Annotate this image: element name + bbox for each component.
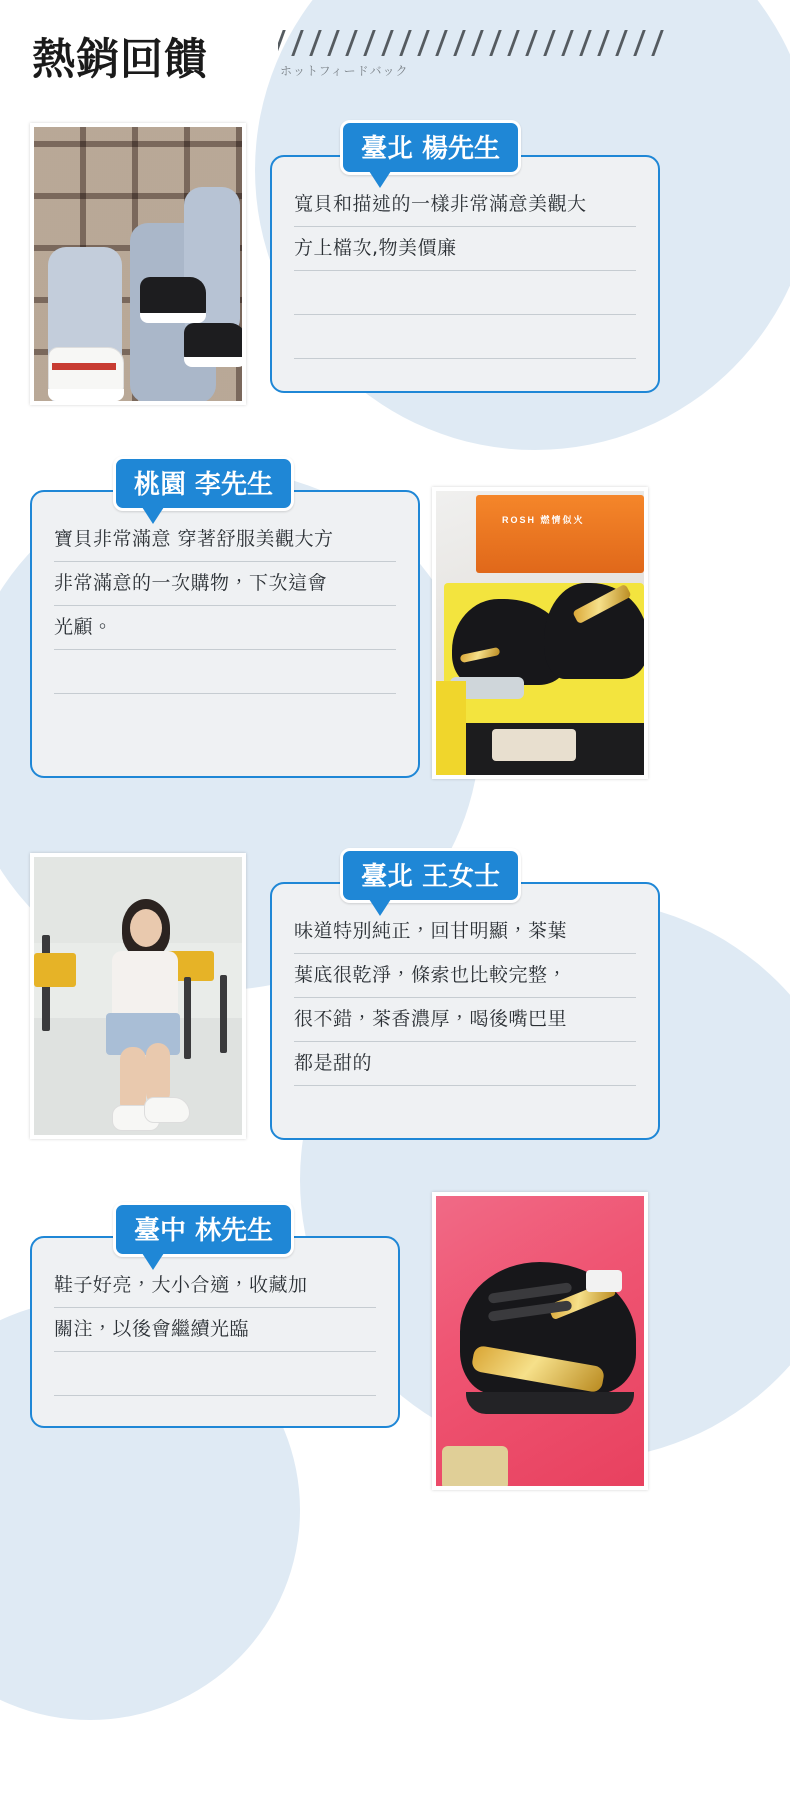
stripe [434,30,449,56]
stripe [650,30,665,56]
review-line: 寬貝和描述的一樣非常滿意美觀大 [294,183,636,227]
stripe [524,30,539,56]
stripe [488,30,503,56]
review-bubble-1 [270,155,660,393]
stripe [278,30,287,56]
review-bubble-3 [270,882,660,1140]
page-header [0,0,790,105]
review-bubble-2 [30,490,420,778]
stripe [452,30,467,56]
review-line: 關注，以後會繼續光臨 [54,1308,376,1352]
review-line: 葉底很乾淨，條索也比較完整， [294,954,636,998]
review-photo-1 [30,123,246,405]
review-line: 光顧。 [54,606,396,650]
stripe [542,30,557,56]
decorative-stripes [278,30,668,56]
stripe [308,30,323,56]
review-line: 寶貝非常滿意 穿著舒服美觀大方 [54,518,396,562]
review-line [54,1396,376,1440]
review-line [54,650,396,694]
stripe [416,30,431,56]
stripe [578,30,593,56]
stripe [380,30,395,56]
review-line [54,694,396,738]
page-subtitle: ホットフィードバック [280,64,409,78]
review-photo-4 [432,1192,648,1490]
stripe [560,30,575,56]
stripe [344,30,359,56]
reviewer-name-tag-2: 桃園 李先生 [113,456,294,511]
stripe [596,30,611,56]
stripe [614,30,629,56]
review-line [294,315,636,359]
stripe [362,30,377,56]
reviewer-name-tag-1: 臺北 楊先生 [340,120,521,175]
review-line [294,1086,636,1130]
review-line: 都是甜的 [294,1042,636,1086]
page-title: 熱銷回饋 [32,35,208,85]
stripe [326,30,341,56]
review-bubble-4 [30,1236,400,1428]
review-line: 味道特別純正，回甘明顯，茶葉 [294,910,636,954]
review-line: 非常滿意的一次購物，下次這會 [54,562,396,606]
review-line: 鞋子好亮，大小合適，收藏加 [54,1264,376,1308]
review-line [294,359,636,403]
stripe [470,30,485,56]
stripe [506,30,521,56]
review-photo-3 [30,853,246,1139]
review-line [294,271,636,315]
review-line [54,1352,376,1396]
stripe [290,30,305,56]
review-line: 很不錯，茶香濃厚，喝後嘴巴里 [294,998,636,1042]
review-photo-2: ROSH 燃情似火 [432,487,648,779]
review-line: 方上檔次,物美價廉 [294,227,636,271]
reviewer-name-tag-3: 臺北 王女士 [340,848,521,903]
stripe [632,30,647,56]
stripe [398,30,413,56]
reviewer-name-tag-4: 臺中 林先生 [113,1202,294,1257]
